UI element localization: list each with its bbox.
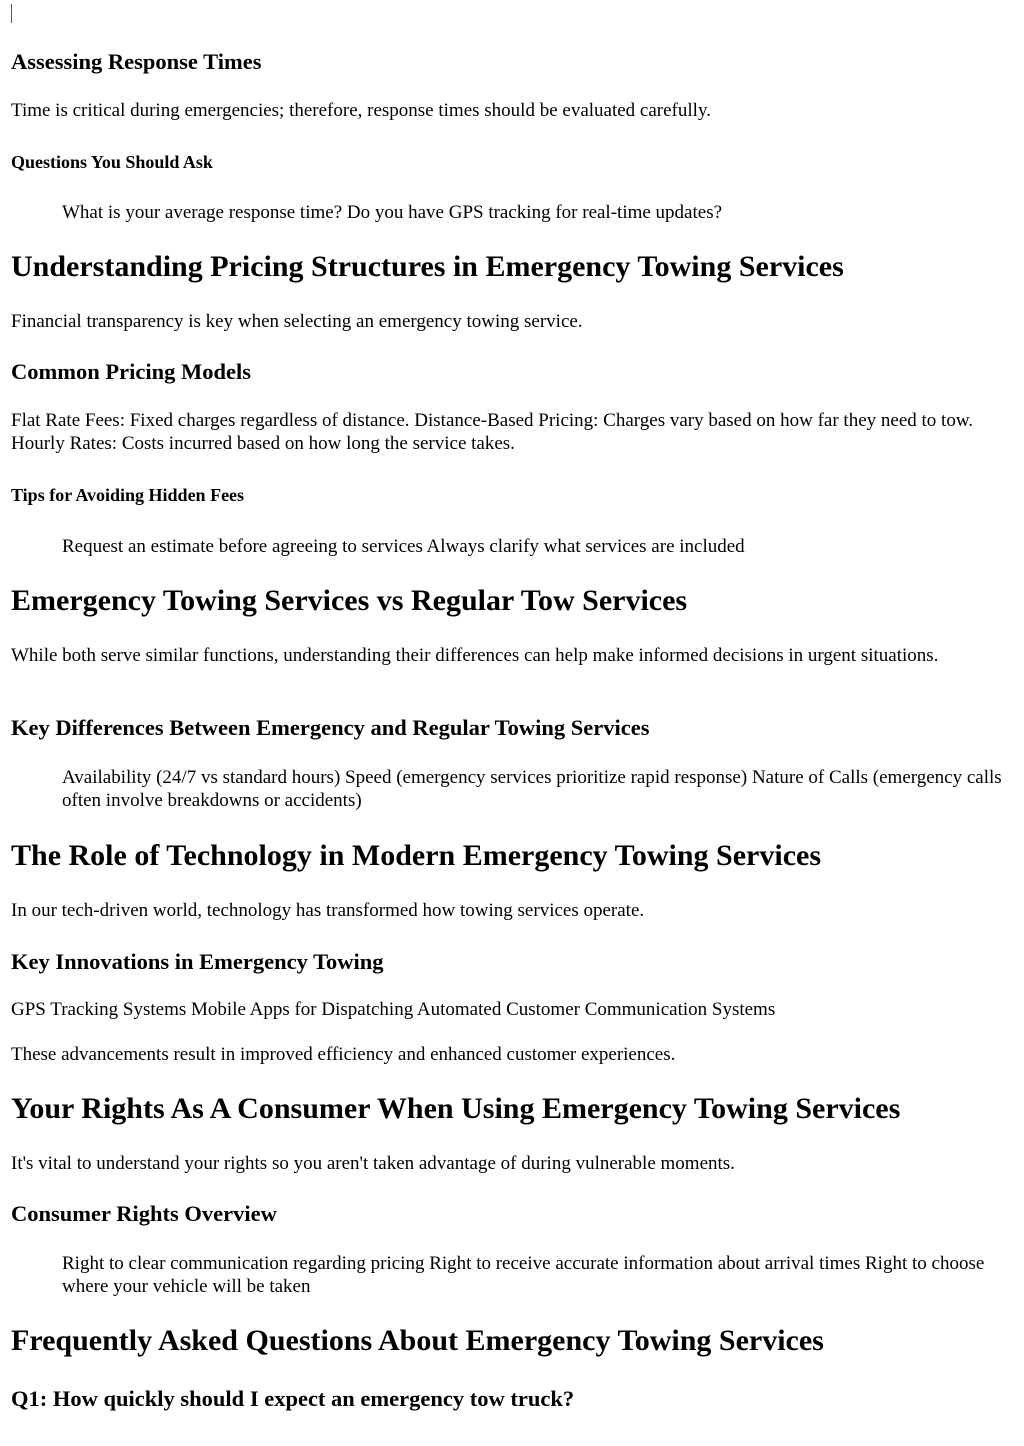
blockquote-consumer-rights: Right to clear communication regarding pricing Right to receive accurate information about arrival times Right to choose where your vehicle will be taken [62,1253,985,1297]
paragraph-rights-intro: It's vital to understand your rights so you aren't taken advantage of during vulnerable moments. [11,1153,735,1174]
faq-question-1: Q1: How quickly should I expect an emergency tow truck? [11,1386,575,1411]
heading-emergency-vs-regular: Emergency Towing Services vs Regular Tow Services [11,584,688,617]
paragraph-technology-intro: In our tech-driven world, technology has transformed how towing services operate. [11,900,645,921]
heading-pricing-structures: Understanding Pricing Structures in Emergency Towing Services [11,250,844,283]
heading-assessing-response-times: Assessing Response Times [11,49,262,74]
paragraph-versus-intro: While both serve similar functions, understanding their differences can help make informed decisions in urgent situations. [11,645,939,666]
blockquote-questions: What is your average response time? Do you have GPS tracking for real-time updates? [62,202,723,223]
heading-questions-you-should-ask: Questions You Should Ask [11,152,213,172]
heading-consumer-rights-overview: Consumer Rights Overview [11,1201,277,1226]
blockquote-tips: Request an estimate before agreeing to services Always clarify what services are included [62,536,745,557]
heading-common-pricing-models: Common Pricing Models [11,359,251,384]
heading-tips-hidden-fees: Tips for Avoiding Hidden Fees [11,485,245,505]
heading-faq: Frequently Asked Questions About Emergency Towing Services [11,1324,824,1357]
paragraph-technology-outro: These advancements result in improved efficiency and enhanced customer experiences. [11,1044,676,1065]
paragraph-response-intro: Time is critical during emergencies; therefore, response times should be evaluated carefully. [11,100,711,121]
paragraph-pricing-intro: Financial transparency is key when selecting an emergency towing service. [11,311,583,332]
heading-consumer-rights: Your Rights As A Consumer When Using Emergency Towing Services [11,1092,901,1125]
heading-key-differences: Key Differences Between Emergency and Regular Towing Services [11,715,650,740]
heading-role-of-technology: The Role of Technology in Modern Emergency Towing Services [11,839,821,872]
heading-key-innovations: Key Innovations in Emergency Towing [11,949,384,974]
paragraph-innovations-list: GPS Tracking Systems Mobile Apps for Dispatching Automated Customer Communication Systems [11,999,776,1020]
text-cursor [11,4,12,23]
paragraph-pricing-models: Flat Rate Fees: Fixed charges regardless of distance. Distance-Based Pricing: Charges vary based on how far they need to tow. Hourly Rates: Costs incurred based on how long the service takes. [11,410,974,454]
blockquote-key-differences: Availability (24/7 vs standard hours) Speed (emergency services prioritize rapid response) Nature of Calls (emergency calls often involve breakdowns or accidents) [62,767,1002,811]
